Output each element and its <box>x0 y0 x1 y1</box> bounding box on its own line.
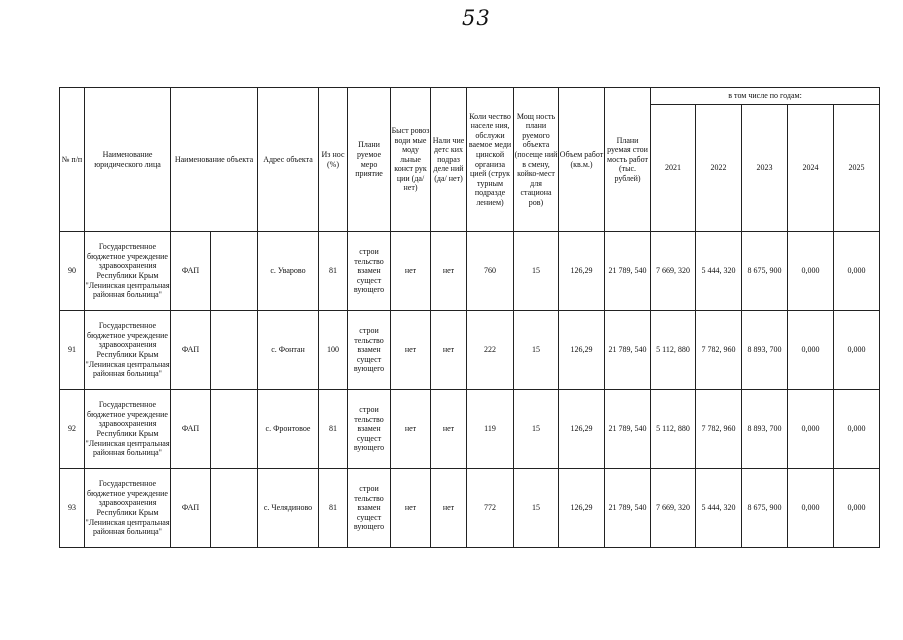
row-num: 93 <box>60 469 85 548</box>
address-cell: с. Фонтан <box>258 311 319 390</box>
volume-cell: 126,29 <box>559 390 605 469</box>
children-cell: нет <box>431 311 467 390</box>
address-cell: с. Фронтовое <box>258 390 319 469</box>
wear-cell: 81 <box>319 232 348 311</box>
row-num: 91 <box>60 311 85 390</box>
modular-cell: нет <box>391 390 431 469</box>
action-cell: строи тельство взамен сущест вующего <box>348 390 391 469</box>
year-2024-cell: 0,000 <box>788 390 834 469</box>
header-year: 2025 <box>834 105 880 232</box>
row-num: 90 <box>60 232 85 311</box>
action-cell: строи тельство взамен сущест вующего <box>348 311 391 390</box>
address-cell: с. Уварово <box>258 232 319 311</box>
header-year: 2023 <box>742 105 788 232</box>
population-cell: 772 <box>467 469 514 548</box>
header-population: Коли чество населе ния, обслужи ваемое меди цинской организа цией (струк турным подразде лением) <box>467 88 514 232</box>
object-cell: ФАП <box>171 232 211 311</box>
population-cell: 222 <box>467 311 514 390</box>
legal-name-cell: Государственное бюджетное учреждение здравоохранения Республики Крым "Ленинская центральная районная больница" <box>85 469 171 548</box>
row-num: 92 <box>60 390 85 469</box>
object-extra-cell <box>211 311 258 390</box>
table-row <box>60 390 880 469</box>
header-by-years: в том числе по годам: <box>651 88 880 105</box>
header-children: Нали чие детс ких подраз деле ний (да/ нет) <box>431 88 467 232</box>
children-cell: нет <box>431 390 467 469</box>
wear-cell: 81 <box>319 469 348 548</box>
object-cell: ФАП <box>171 469 211 548</box>
year-2022-cell: 7 782, 960 <box>696 311 742 390</box>
page-number: 53 <box>462 6 491 30</box>
volume-cell: 126,29 <box>559 469 605 548</box>
legal-name-cell: Государственное бюджетное учреждение здравоохранения Республики Крым "Ленинская центральная районная больница" <box>85 232 171 311</box>
year-2021-cell: 7 669, 320 <box>651 232 696 311</box>
year-2022-cell: 7 782, 960 <box>696 390 742 469</box>
object-cell: ФАП <box>171 311 211 390</box>
facilities-table <box>59 87 880 548</box>
table-row <box>60 469 880 548</box>
header-volume: Объем работ (кв.м.) <box>559 88 605 232</box>
year-2023-cell: 8 675, 900 <box>742 232 788 311</box>
wear-cell: 100 <box>319 311 348 390</box>
volume-cell: 126,29 <box>559 311 605 390</box>
year-2025-cell: 0,000 <box>834 469 880 548</box>
header-wear: Из нос (%) <box>319 88 348 232</box>
object-cell: ФАП <box>171 390 211 469</box>
header-year: 2021 <box>651 105 696 232</box>
capacity-cell: 15 <box>514 390 559 469</box>
year-2023-cell: 8 893, 700 <box>742 390 788 469</box>
capacity-cell: 15 <box>514 232 559 311</box>
volume-cell: 126,29 <box>559 232 605 311</box>
year-2024-cell: 0,000 <box>788 311 834 390</box>
children-cell: нет <box>431 232 467 311</box>
legal-name-cell: Государственное бюджетное учреждение здравоохранения Республики Крым "Ленинская центральная районная больница" <box>85 311 171 390</box>
capacity-cell: 15 <box>514 469 559 548</box>
year-2023-cell: 8 893, 700 <box>742 311 788 390</box>
header-legal-name: Наименование юридического лица <box>85 88 171 232</box>
year-2025-cell: 0,000 <box>834 390 880 469</box>
population-cell: 119 <box>467 390 514 469</box>
capacity-cell: 15 <box>514 311 559 390</box>
header-object-name: Наименование объекта <box>171 88 258 232</box>
header-cost: Плани руемая стои мость работ (тыс. рублей) <box>605 88 651 232</box>
year-2022-cell: 5 444, 320 <box>696 469 742 548</box>
year-2023-cell: 8 675, 900 <box>742 469 788 548</box>
cost-cell: 21 789, 540 <box>605 311 651 390</box>
address-cell: с. Челядиново <box>258 469 319 548</box>
table-row <box>60 232 880 311</box>
header-address: Адрес объекта <box>258 88 319 232</box>
year-2025-cell: 0,000 <box>834 232 880 311</box>
modular-cell: нет <box>391 311 431 390</box>
header-year: 2022 <box>696 105 742 232</box>
legal-name-cell: Государственное бюджетное учреждение здравоохранения Республики Крым "Ленинская центральная районная больница" <box>85 390 171 469</box>
object-extra-cell <box>211 232 258 311</box>
table-row <box>60 311 880 390</box>
year-2021-cell: 5 112, 880 <box>651 390 696 469</box>
year-2021-cell: 7 669, 320 <box>651 469 696 548</box>
modular-cell: нет <box>391 232 431 311</box>
population-cell: 760 <box>467 232 514 311</box>
modular-cell: нет <box>391 469 431 548</box>
cost-cell: 21 789, 540 <box>605 390 651 469</box>
year-2025-cell: 0,000 <box>834 311 880 390</box>
object-extra-cell <box>211 390 258 469</box>
year-2021-cell: 5 112, 880 <box>651 311 696 390</box>
cost-cell: 21 789, 540 <box>605 469 651 548</box>
wear-cell: 81 <box>319 390 348 469</box>
header-num: № п/п <box>60 88 85 232</box>
header-planned-action: Плани руемое меро приятие <box>348 88 391 232</box>
header-modular: Быст ровоз води мые моду льные конст рук ции (да/ нет) <box>391 88 431 232</box>
year-2024-cell: 0,000 <box>788 469 834 548</box>
year-2022-cell: 5 444, 320 <box>696 232 742 311</box>
cost-cell: 21 789, 540 <box>605 232 651 311</box>
action-cell: строи тельство взамен сущест вующего <box>348 469 391 548</box>
action-cell: строи тельство взамен сущест вующего <box>348 232 391 311</box>
header-capacity: Мощ ность плани руемого объекта (посеще ний в смену, койко-мест для стациона ров) <box>514 88 559 232</box>
children-cell: нет <box>431 469 467 548</box>
year-2024-cell: 0,000 <box>788 232 834 311</box>
object-extra-cell <box>211 469 258 548</box>
header-year: 2024 <box>788 105 834 232</box>
